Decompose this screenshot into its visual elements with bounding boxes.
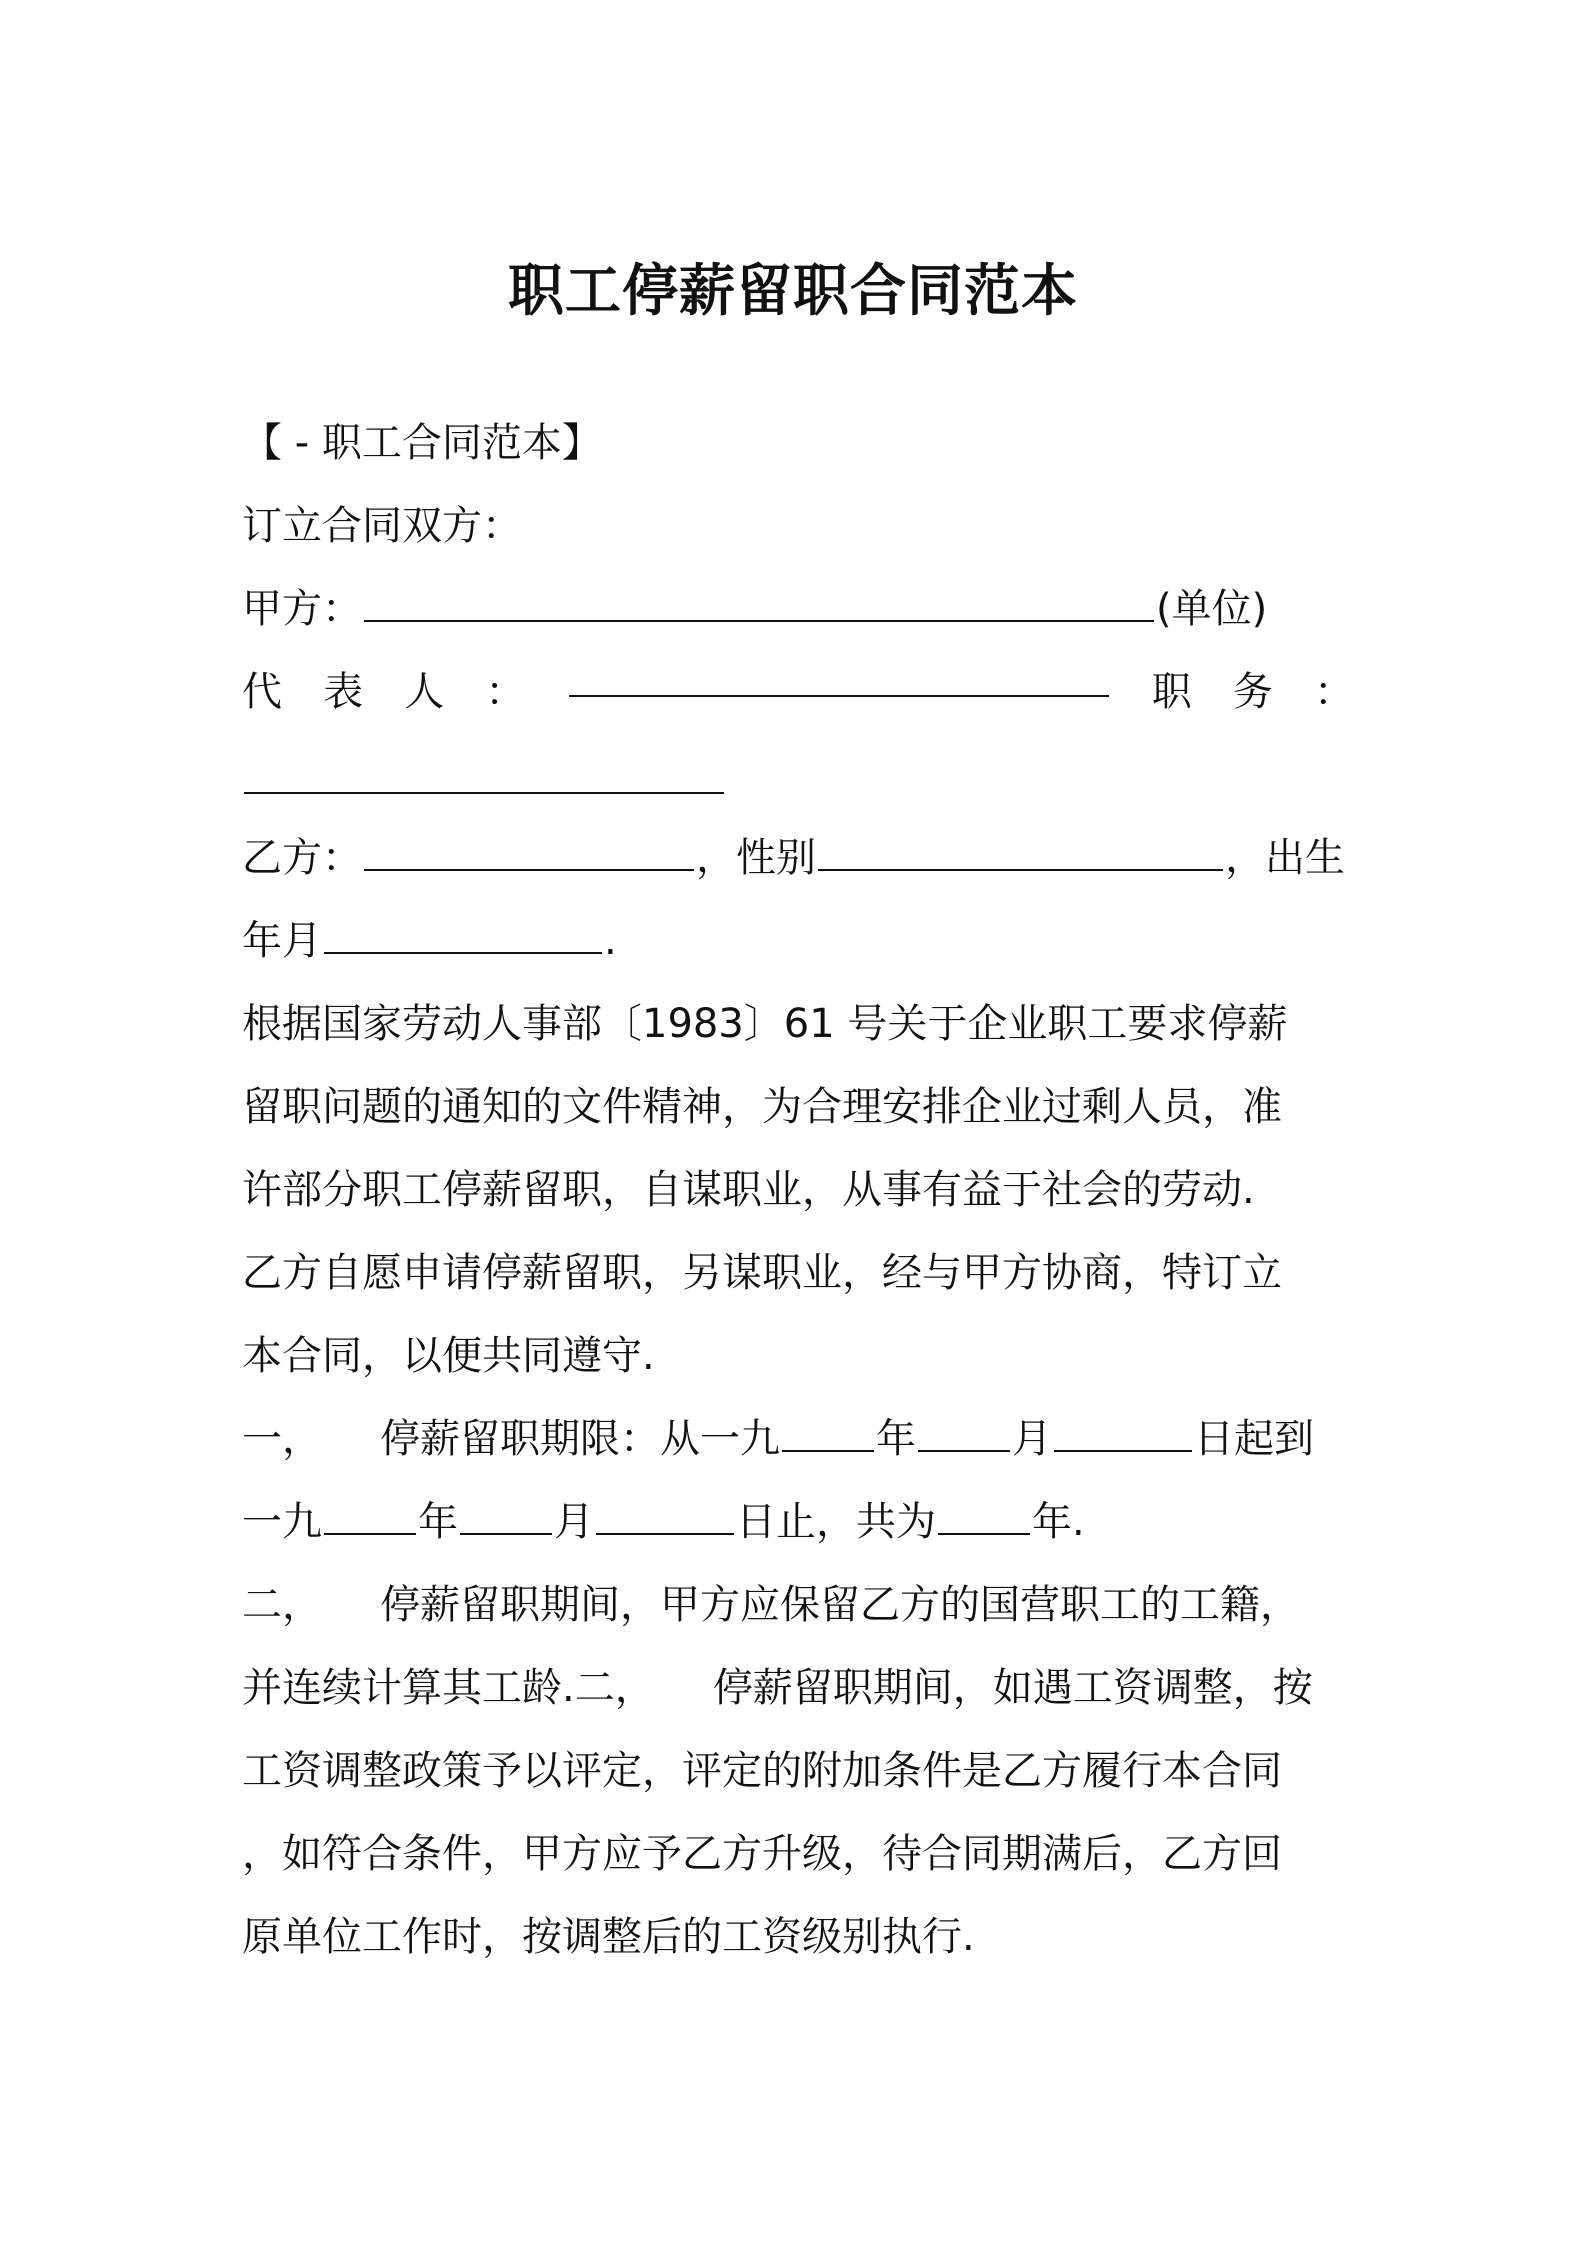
clause-2-line-1 xyxy=(242,1564,1354,1647)
representative-blank xyxy=(569,651,1109,697)
clause-1-years-end: 年. xyxy=(1032,1499,1085,1545)
clause-1-end-month: 月 xyxy=(554,1499,594,1545)
birth-blank xyxy=(324,908,602,954)
position-char-1: 职 xyxy=(1151,669,1192,715)
paragraph-line-4: 乙方自愿申请停薪留职，另谋职业，经与甲方协商，特订立 xyxy=(242,1250,1282,1296)
rep-char-4: ： xyxy=(485,669,526,715)
clause-1-end-year-blank xyxy=(324,1489,416,1535)
clause-1-line-2 xyxy=(242,1481,1354,1564)
party-b-name-blank xyxy=(364,825,694,871)
clause-2-line1: 停薪留职期间，甲方应保留乙方的国营职工的工籍， xyxy=(380,1582,1300,1628)
representative-line xyxy=(242,651,1354,734)
gender-label: ，性别 xyxy=(696,835,816,881)
document-title: 职工停薪留职合同范本 xyxy=(508,259,1078,324)
clause-2-line-4: ，如符合条件，甲方应予乙方升级，待合同期满后，乙方回 xyxy=(242,1831,1282,1877)
rep-char-2: 表 xyxy=(323,669,364,715)
party-a-unit: (单位) xyxy=(1156,586,1268,632)
birth-month-label: 年月 xyxy=(242,918,322,964)
clause-1-day-to: 日止，共为 xyxy=(736,1499,936,1545)
clause-1-line-1 xyxy=(242,1398,1354,1481)
clause-1-end-month-blank xyxy=(460,1489,552,1535)
party-a-label: 甲方： xyxy=(242,586,362,632)
parties-heading: 订立合同双方： xyxy=(242,503,522,549)
document-body xyxy=(242,402,1354,1979)
clause-1-month-blank xyxy=(918,1406,1010,1452)
position-blank-line xyxy=(242,734,1354,817)
clause-1-day-blank xyxy=(1054,1406,1192,1452)
clause-2-line-3: 工资调整政策予以评定，评定的附加条件是乙方履行本合同 xyxy=(242,1748,1282,1794)
paragraph-line-2: 留职问题的通知的文件精神，为合理安排企业过剩人员，准 xyxy=(242,1084,1282,1130)
position-char-3: ： xyxy=(1313,669,1354,715)
clause-1-number: 一， xyxy=(242,1416,322,1462)
clause-1-total-years-blank xyxy=(938,1489,1030,1535)
clause-1-text: 停薪留职期限：从一九 xyxy=(380,1416,780,1462)
party-b-line xyxy=(242,817,1354,900)
birth-label: ，出生 xyxy=(1225,835,1345,881)
position-blank xyxy=(244,748,724,794)
paragraph-line-5: 本合同，以便共同遵守. xyxy=(242,1333,655,1379)
clause-2-line2-a: 并连续计算其工龄.二， xyxy=(242,1665,655,1711)
clause-2-line-2 xyxy=(242,1647,1354,1730)
subtitle: 【 - 职工合同范本】 xyxy=(242,420,602,466)
clause-2-line2-b: 停薪留职期间，如遇工资调整，按 xyxy=(712,1665,1313,1711)
clause-1-year: 年 xyxy=(876,1416,916,1462)
clause-1-line2-start: 一九 xyxy=(242,1499,322,1545)
rep-char-1: 代 xyxy=(242,669,282,715)
birth-line xyxy=(242,900,1354,983)
party-a-blank xyxy=(364,576,1154,622)
paragraph-line-3: 许部分职工停薪留职，自谋职业，从事有益于社会的劳动. xyxy=(242,1167,1255,1213)
position-char-2: 务 xyxy=(1232,669,1273,715)
clause-1-year-blank xyxy=(782,1406,874,1452)
clause-2-number: 二， xyxy=(242,1582,322,1628)
paragraph-line-1: 根据国家劳动人事部〔1983〕61 号关于企业职工要求停薪 xyxy=(242,1001,1288,1047)
rep-char-3: 人 xyxy=(404,669,445,715)
clause-1-end-day-blank xyxy=(596,1489,734,1535)
gender-blank xyxy=(818,825,1223,871)
clause-2-line-5: 原单位工作时，按调整后的工资级别执行. xyxy=(242,1914,975,1960)
clause-1-day-from: 日起到 xyxy=(1194,1416,1314,1462)
clause-1-end-year: 年 xyxy=(418,1499,458,1545)
party-a-line xyxy=(242,568,1354,651)
birth-period: . xyxy=(604,918,617,964)
clause-1-month: 月 xyxy=(1012,1416,1052,1462)
party-b-label: 乙方： xyxy=(242,835,362,881)
